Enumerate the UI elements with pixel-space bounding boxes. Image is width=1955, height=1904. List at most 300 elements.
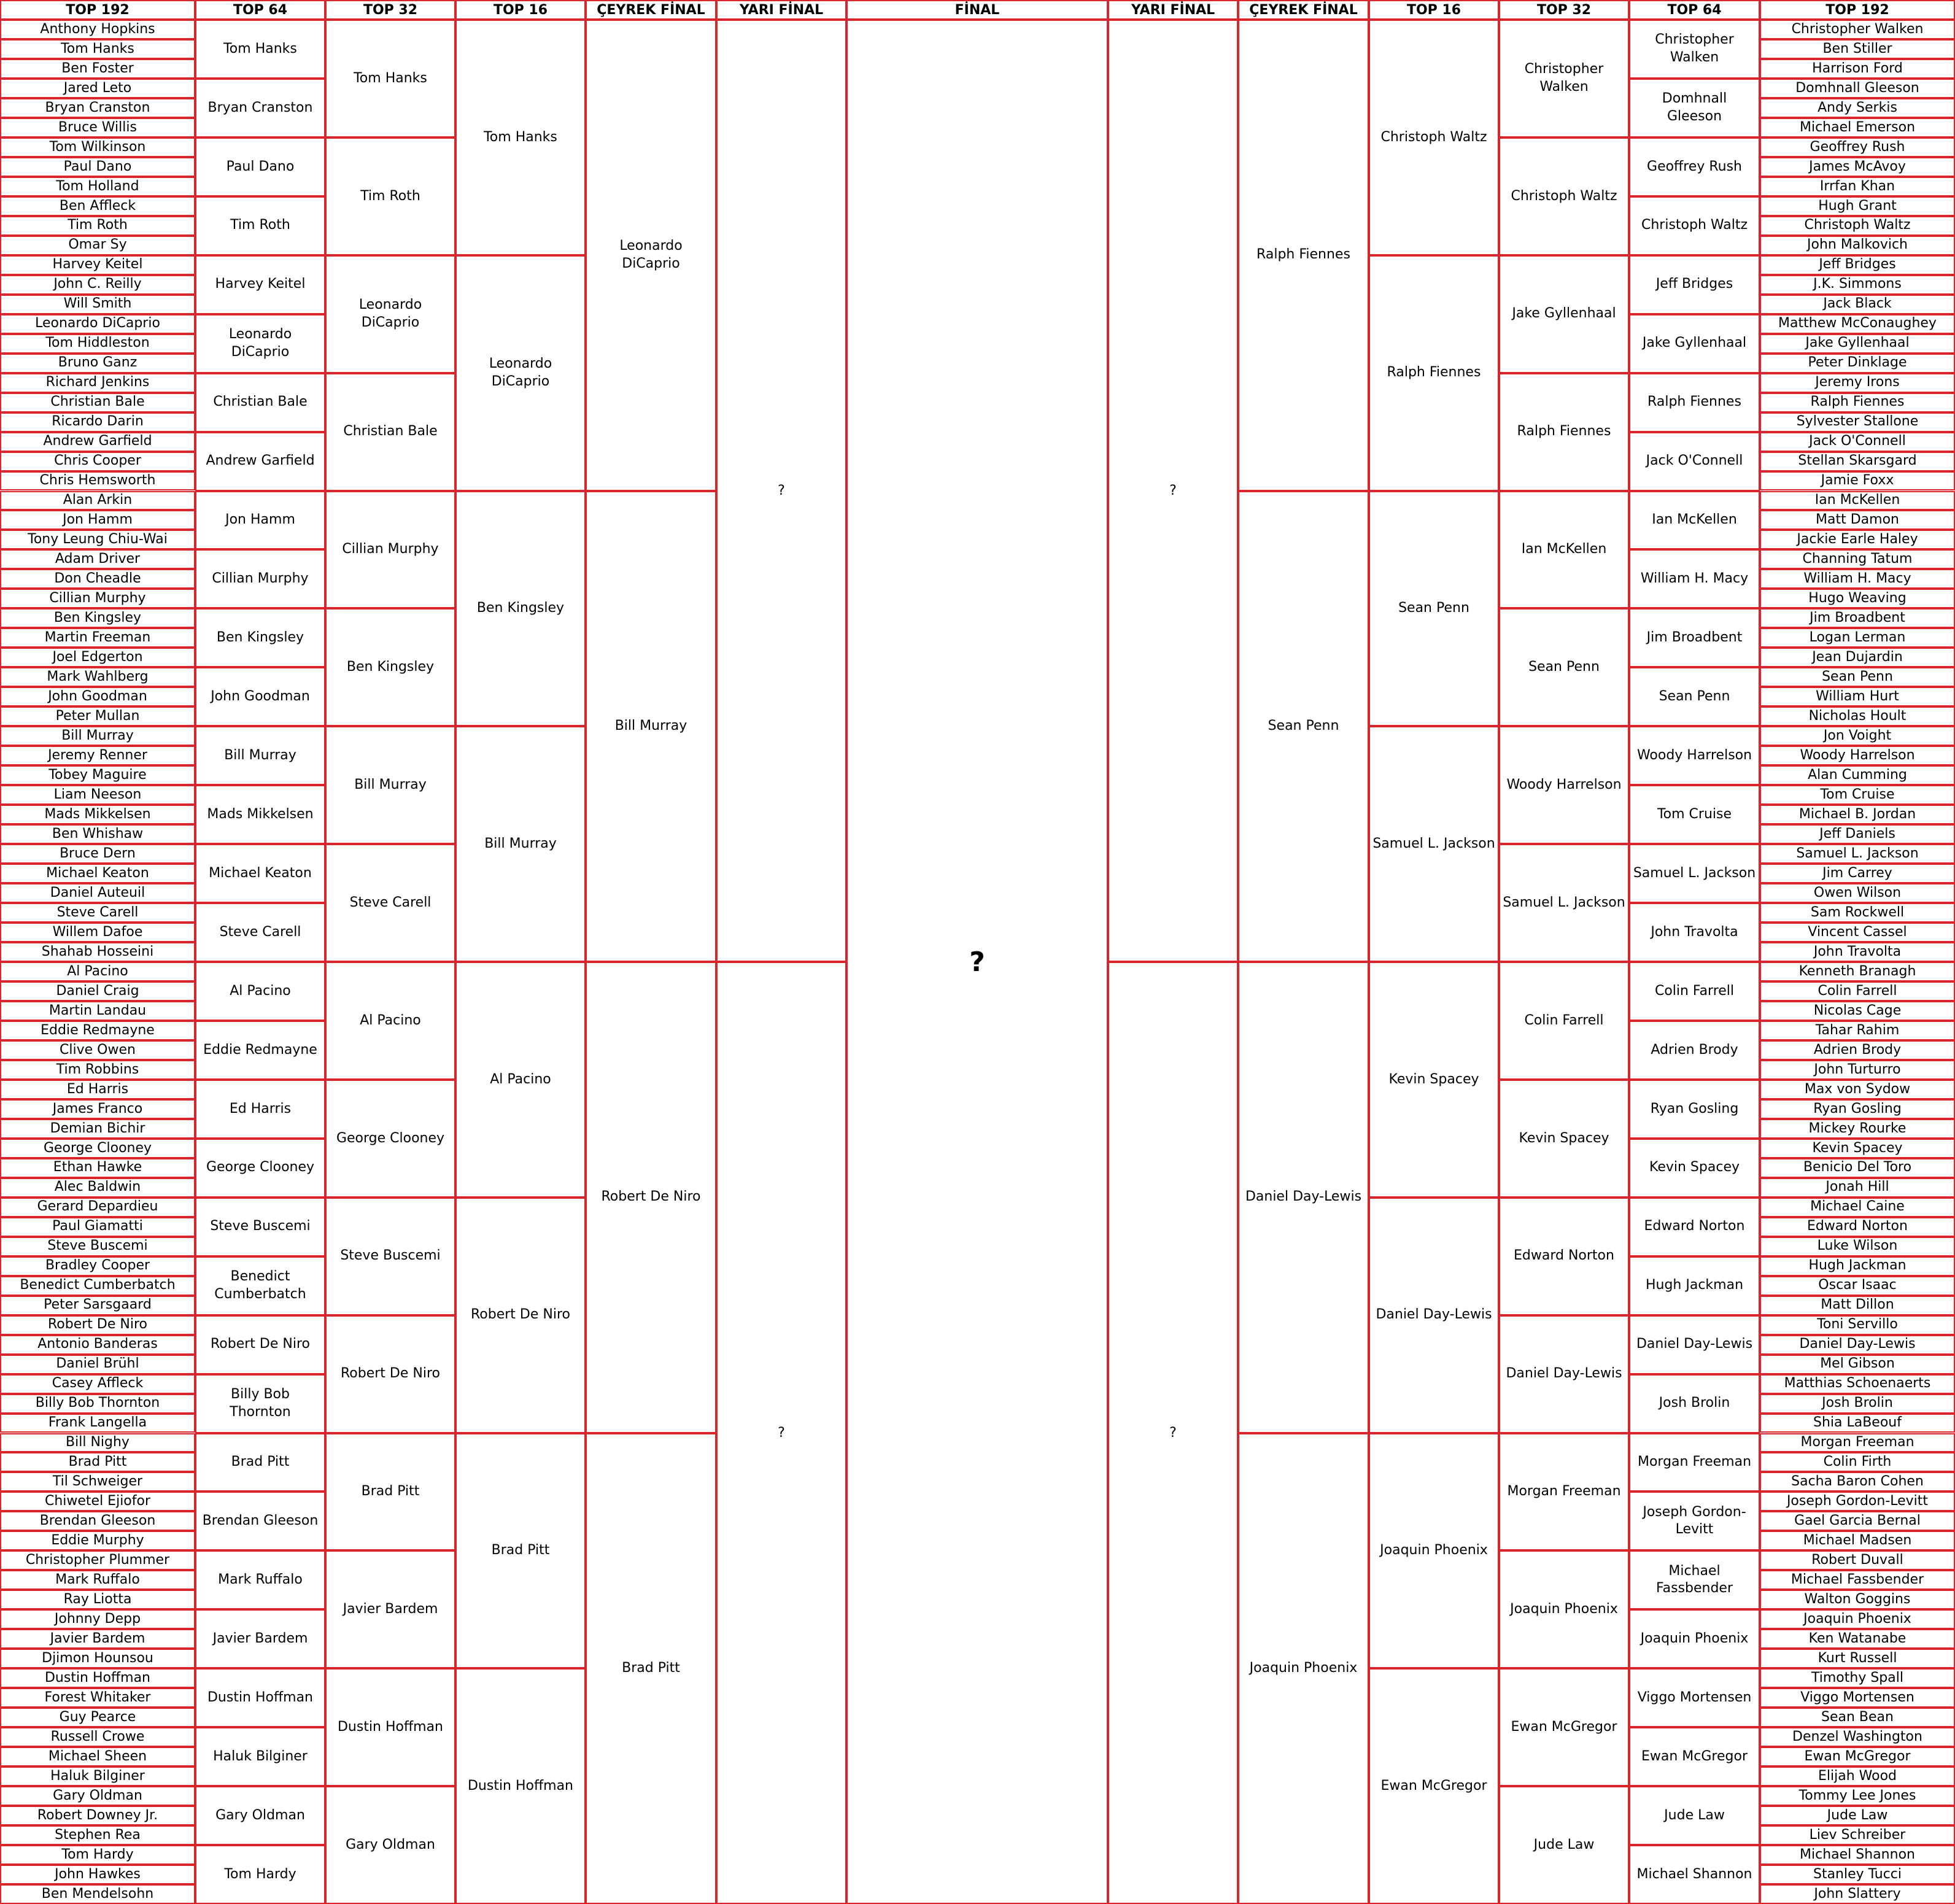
left-top64-slot: Tom Hardy	[195, 1845, 325, 1904]
left-top16-slot: Robert De Niro	[455, 1198, 586, 1433]
left-top64-slot: Javier Bardem	[195, 1609, 325, 1668]
right-top192-slot: Tom Cruise	[1760, 785, 1955, 805]
column-header: ÇEYREK FİNAL	[586, 0, 716, 20]
left-top192-slot: Ben Foster	[0, 59, 195, 79]
left-top32-slot: Dustin Hoffman	[325, 1668, 455, 1786]
left-top16-slot: Ben Kingsley	[455, 491, 586, 727]
left-top64-slot: Brendan Gleeson	[195, 1492, 325, 1550]
left-top192-slot: Til Schweiger	[0, 1472, 195, 1492]
column-header: TOP 32	[1499, 0, 1629, 20]
right-top16-slot: Christoph Waltz	[1369, 20, 1499, 255]
right-top192-slot: Denzel Washington	[1760, 1727, 1955, 1747]
left-top192-slot: Daniel Brühl	[0, 1355, 195, 1374]
left-top192-slot: Chris Cooper	[0, 452, 195, 471]
column-header: YARI FİNAL	[716, 0, 846, 20]
left-top192-slot: Bruce Dern	[0, 844, 195, 864]
left-top64-slot: Steve Carell	[195, 903, 325, 962]
left-top32-slot: Gary Oldman	[325, 1786, 455, 1904]
column-header: TOP 16	[455, 0, 586, 20]
left-top192-slot: Liam Neeson	[0, 785, 195, 805]
left-top16-slot: Dustin Hoffman	[455, 1668, 586, 1904]
left-quarter-slot: Bill Murray	[586, 491, 716, 962]
left-top192-slot: Forest Whitaker	[0, 1688, 195, 1708]
left-top64-slot: Haluk Bilginer	[195, 1727, 325, 1786]
left-top64-slot: John Goodman	[195, 667, 325, 726]
right-top192-slot: Ian McKellen	[1760, 491, 1955, 511]
right-top64-slot: Jack O'Connell	[1629, 432, 1760, 491]
left-top192-slot: Peter Sarsgaard	[0, 1296, 195, 1315]
right-top192-slot: Adrien Brody	[1760, 1040, 1955, 1060]
left-top64-slot: Al Pacino	[195, 962, 325, 1021]
right-top192-slot: Peter Dinklage	[1760, 354, 1955, 373]
right-top192-slot: Kevin Spacey	[1760, 1139, 1955, 1158]
right-top192-slot: Michael Emerson	[1760, 118, 1955, 137]
left-top192-slot: Tim Robbins	[0, 1060, 195, 1080]
left-top32-slot: Robert De Niro	[325, 1315, 455, 1433]
left-top192-slot: Mads Mikkelsen	[0, 805, 195, 824]
right-top192-slot: Oscar Isaac	[1760, 1276, 1955, 1296]
right-top32-slot: Ian McKellen	[1499, 491, 1629, 609]
right-top192-slot: Jeremy Irons	[1760, 373, 1955, 393]
right-top192-slot: Sylvester Stallone	[1760, 412, 1955, 432]
right-top192-slot: Jackie Earle Haley	[1760, 530, 1955, 549]
right-top192-slot: Josh Brolin	[1760, 1394, 1955, 1414]
right-top64-slot: Ryan Gosling	[1629, 1080, 1760, 1139]
left-top192-slot: Brad Pitt	[0, 1452, 195, 1472]
left-top192-slot: Bradley Cooper	[0, 1256, 195, 1276]
right-top16-slot: Joaquin Phoenix	[1369, 1433, 1499, 1669]
left-top64-slot: Mads Mikkelsen	[195, 785, 325, 844]
left-quarter-slot: Leonardo DiCaprio	[586, 20, 716, 491]
left-top64-slot: Steve Buscemi	[195, 1198, 325, 1256]
right-top64-slot: Joseph Gordon-Levitt	[1629, 1492, 1760, 1550]
right-top192-slot: Matthias Schoenaerts	[1760, 1374, 1955, 1394]
right-top64-slot: Hugh Jackman	[1629, 1256, 1760, 1315]
left-top192-slot: Eddie Redmayne	[0, 1021, 195, 1040]
right-top192-slot: Colin Firth	[1760, 1452, 1955, 1472]
left-top192-slot: Clive Owen	[0, 1040, 195, 1060]
left-top64-slot: Cillian Murphy	[195, 549, 325, 608]
right-top192-slot: Viggo Mortensen	[1760, 1688, 1955, 1708]
right-top192-slot: Michael Madsen	[1760, 1531, 1955, 1550]
right-top64-slot: John Travolta	[1629, 903, 1760, 962]
left-top192-slot: Ben Kingsley	[0, 608, 195, 628]
left-top192-slot: Chiwetel Ejiofor	[0, 1492, 195, 1511]
column-header: YARI FİNAL	[1108, 0, 1238, 20]
left-top192-slot: Joel Edgerton	[0, 648, 195, 667]
right-top192-slot: Michael Shannon	[1760, 1845, 1955, 1865]
right-top192-slot: Edward Norton	[1760, 1217, 1955, 1237]
right-semi-slot: ?	[1108, 962, 1238, 1904]
right-top64-slot: Viggo Mortensen	[1629, 1668, 1760, 1727]
left-quarter-slot: Robert De Niro	[586, 962, 716, 1433]
right-top192-slot: Sean Penn	[1760, 667, 1955, 687]
left-top64-slot: Brad Pitt	[195, 1433, 325, 1492]
left-top192-slot: Haluk Bilginer	[0, 1767, 195, 1786]
left-top64-slot: Bill Murray	[195, 726, 325, 785]
left-semi-slot: ?	[716, 962, 846, 1904]
left-top192-slot: Paul Dano	[0, 157, 195, 177]
right-top64-slot: Tom Cruise	[1629, 785, 1760, 844]
right-top192-slot: Nicolas Cage	[1760, 1001, 1955, 1021]
left-top192-slot: Stephen Rea	[0, 1825, 195, 1845]
right-top192-slot: Liev Schreiber	[1760, 1825, 1955, 1845]
left-top192-slot: Dustin Hoffman	[0, 1668, 195, 1688]
right-top64-slot: Morgan Freeman	[1629, 1433, 1760, 1492]
right-top192-slot: Jean Dujardin	[1760, 648, 1955, 667]
right-top192-slot: Tahar Rahim	[1760, 1021, 1955, 1040]
right-top64-slot: Domhnall Gleeson	[1629, 79, 1760, 137]
right-top32-slot: Ralph Fiennes	[1499, 373, 1629, 491]
right-top192-slot: Michael B. Jordan	[1760, 805, 1955, 824]
left-top192-slot: Paul Giamatti	[0, 1217, 195, 1237]
right-top32-slot: Christopher Walken	[1499, 20, 1629, 137]
right-top32-slot: Woody Harrelson	[1499, 726, 1629, 844]
right-top192-slot: Nicholas Hoult	[1760, 706, 1955, 726]
right-top192-slot: Jack Black	[1760, 295, 1955, 314]
right-top192-slot: Ralph Fiennes	[1760, 393, 1955, 412]
left-top64-slot: Billy Bob Thornton	[195, 1374, 325, 1433]
right-top192-slot: Jon Voight	[1760, 726, 1955, 746]
left-top192-slot: Mark Wahlberg	[0, 667, 195, 687]
left-top192-slot: Al Pacino	[0, 962, 195, 981]
right-top64-slot: Sean Penn	[1629, 667, 1760, 726]
left-top192-slot: Willem Dafoe	[0, 923, 195, 942]
right-top192-slot: John Malkovich	[1760, 236, 1955, 255]
left-top16-slot: Brad Pitt	[455, 1433, 586, 1669]
left-top32-slot: Al Pacino	[325, 962, 455, 1080]
left-top192-slot: Alec Baldwin	[0, 1178, 195, 1198]
left-top192-slot: Christopher Plummer	[0, 1550, 195, 1570]
right-top192-slot: Jake Gyllenhaal	[1760, 334, 1955, 354]
left-top64-slot: Leonardo DiCaprio	[195, 314, 325, 373]
left-top192-slot: Alan Arkin	[0, 491, 195, 511]
right-quarter-slot: Sean Penn	[1238, 491, 1369, 962]
left-top192-slot: Christian Bale	[0, 393, 195, 412]
right-top192-slot: Jonah Hill	[1760, 1178, 1955, 1198]
right-top64-slot: Daniel Day-Lewis	[1629, 1315, 1760, 1374]
left-top64-slot: Ben Kingsley	[195, 608, 325, 667]
left-top64-slot: Michael Keaton	[195, 844, 325, 903]
right-top192-slot: Benicio Del Toro	[1760, 1158, 1955, 1178]
right-top32-slot: Jake Gyllenhaal	[1499, 255, 1629, 373]
left-top192-slot: Martin Freeman	[0, 628, 195, 648]
left-top192-slot: Djimon Hounsou	[0, 1649, 195, 1668]
right-top64-slot: Joaquin Phoenix	[1629, 1609, 1760, 1668]
right-top192-slot: William H. Macy	[1760, 569, 1955, 589]
right-top16-slot: Daniel Day-Lewis	[1369, 1198, 1499, 1433]
right-top192-slot: Michael Caine	[1760, 1198, 1955, 1217]
right-top192-slot: Timothy Spall	[1760, 1668, 1955, 1688]
left-top192-slot: Russell Crowe	[0, 1727, 195, 1747]
left-top192-slot: Bruno Ganz	[0, 354, 195, 373]
left-top16-slot: Leonardo DiCaprio	[455, 255, 586, 491]
right-top64-slot: Ian McKellen	[1629, 491, 1760, 550]
right-top192-slot: Stellan Skarsgard	[1760, 452, 1955, 471]
right-top192-slot: John Turturro	[1760, 1060, 1955, 1080]
right-quarter-slot: Daniel Day-Lewis	[1238, 962, 1369, 1433]
left-top32-slot: Javier Bardem	[325, 1550, 455, 1668]
left-top64-slot: Christian Bale	[195, 373, 325, 432]
right-top192-slot: Vincent Cassel	[1760, 923, 1955, 942]
left-top32-slot: Steve Carell	[325, 844, 455, 962]
left-top192-slot: Tim Roth	[0, 216, 195, 236]
right-top192-slot: Sacha Baron Cohen	[1760, 1472, 1955, 1492]
left-top192-slot: Javier Bardem	[0, 1629, 195, 1649]
left-top64-slot: Jon Hamm	[195, 491, 325, 550]
right-top192-slot: Hugh Jackman	[1760, 1256, 1955, 1276]
right-top32-slot: Christoph Waltz	[1499, 137, 1629, 255]
right-top16-slot: Sean Penn	[1369, 491, 1499, 727]
right-top192-slot: Harrison Ford	[1760, 59, 1955, 79]
right-top192-slot: Jim Broadbent	[1760, 608, 1955, 628]
right-top64-slot: Jake Gyllenhaal	[1629, 314, 1760, 373]
right-top64-slot: William H. Macy	[1629, 549, 1760, 608]
left-top192-slot: Demian Bichir	[0, 1119, 195, 1139]
left-top192-slot: Brendan Gleeson	[0, 1511, 195, 1531]
right-top64-slot: Ewan McGregor	[1629, 1727, 1760, 1786]
right-top192-slot: John Slattery	[1760, 1884, 1955, 1904]
right-top192-slot: Jamie Foxx	[1760, 471, 1955, 491]
left-top64-slot: Tim Roth	[195, 196, 325, 255]
right-top192-slot: Sean Bean	[1760, 1708, 1955, 1727]
left-top192-slot: James Franco	[0, 1099, 195, 1119]
right-top192-slot: Geoffrey Rush	[1760, 137, 1955, 157]
right-top192-slot: Jack O'Connell	[1760, 432, 1955, 452]
left-top32-slot: Tim Roth	[325, 137, 455, 255]
right-top192-slot: Joaquin Phoenix	[1760, 1609, 1955, 1629]
right-top16-slot: Samuel L. Jackson	[1369, 726, 1499, 962]
left-top192-slot: Daniel Auteuil	[0, 883, 195, 903]
right-top192-slot: Kenneth Branagh	[1760, 962, 1955, 981]
right-top192-slot: Andy Serkis	[1760, 98, 1955, 118]
left-top192-slot: Tom Hanks	[0, 39, 195, 59]
left-top192-slot: Don Cheadle	[0, 569, 195, 589]
left-top192-slot: Leonardo DiCaprio	[0, 314, 195, 334]
right-top192-slot: Ken Watanabe	[1760, 1629, 1955, 1649]
left-top192-slot: Peter Mullan	[0, 706, 195, 726]
left-top64-slot: Gary Oldman	[195, 1786, 325, 1845]
column-header: TOP 32	[325, 0, 455, 20]
right-top192-slot: Matt Damon	[1760, 510, 1955, 530]
left-top192-slot: Tom Hardy	[0, 1845, 195, 1865]
left-top192-slot: John C. Reilly	[0, 275, 195, 295]
right-top64-slot: Christopher Walken	[1629, 20, 1760, 79]
right-top64-slot: Michael Fassbender	[1629, 1550, 1760, 1609]
right-top32-slot: Colin Farrell	[1499, 962, 1629, 1080]
left-top192-slot: Richard Jenkins	[0, 373, 195, 393]
left-top16-slot: Al Pacino	[455, 962, 586, 1198]
left-top192-slot: Michael Keaton	[0, 864, 195, 883]
right-top64-slot: Colin Farrell	[1629, 962, 1760, 1021]
left-top192-slot: Billy Bob Thornton	[0, 1394, 195, 1414]
left-top192-slot: Ed Harris	[0, 1080, 195, 1099]
left-top192-slot: Will Smith	[0, 295, 195, 314]
right-top16-slot: Ewan McGregor	[1369, 1668, 1499, 1904]
right-quarter-slot: Joaquin Phoenix	[1238, 1433, 1369, 1904]
left-top192-slot: Gerard Depardieu	[0, 1198, 195, 1217]
right-top192-slot: Kurt Russell	[1760, 1649, 1955, 1668]
right-top192-slot: Alan Cumming	[1760, 765, 1955, 785]
left-top192-slot: Shahab Hosseini	[0, 942, 195, 962]
right-top192-slot: James McAvoy	[1760, 157, 1955, 177]
right-top192-slot: J.K. Simmons	[1760, 275, 1955, 295]
left-top192-slot: Tom Wilkinson	[0, 137, 195, 157]
right-top16-slot: Ralph Fiennes	[1369, 255, 1499, 491]
right-top64-slot: Adrien Brody	[1629, 1021, 1760, 1080]
left-top16-slot: Tom Hanks	[455, 20, 586, 255]
left-top32-slot: George Clooney	[325, 1080, 455, 1198]
right-top192-slot: Channing Tatum	[1760, 549, 1955, 569]
left-top64-slot: Robert De Niro	[195, 1315, 325, 1374]
left-top192-slot: Jared Leto	[0, 79, 195, 98]
right-top192-slot: John Travolta	[1760, 942, 1955, 962]
left-top64-slot: Benedict Cumberbatch	[195, 1256, 325, 1315]
right-top64-slot: Christoph Waltz	[1629, 196, 1760, 255]
right-top192-slot: Mickey Rourke	[1760, 1119, 1955, 1139]
right-top192-slot: Toni Servillo	[1760, 1315, 1955, 1335]
right-top32-slot: Sean Penn	[1499, 608, 1629, 726]
left-top192-slot: Harvey Keitel	[0, 255, 195, 275]
left-top192-slot: Gary Oldman	[0, 1786, 195, 1806]
right-quarter-slot: Ralph Fiennes	[1238, 20, 1369, 491]
left-top192-slot: Steve Carell	[0, 903, 195, 923]
left-top192-slot: Jeremy Renner	[0, 746, 195, 765]
left-top192-slot: Robert Downey Jr.	[0, 1806, 195, 1825]
right-top192-slot: Woody Harrelson	[1760, 746, 1955, 765]
right-top192-slot: Shia LaBeouf	[1760, 1414, 1955, 1433]
right-top64-slot: Ralph Fiennes	[1629, 373, 1760, 432]
left-top192-slot: Bryan Cranston	[0, 98, 195, 118]
left-top192-slot: Tom Holland	[0, 177, 195, 196]
right-top192-slot: Gael Garcia Bernal	[1760, 1511, 1955, 1531]
left-top192-slot: Steve Buscemi	[0, 1237, 195, 1256]
right-top32-slot: Joaquin Phoenix	[1499, 1550, 1629, 1668]
right-top192-slot: Matthew McConaughey	[1760, 314, 1955, 334]
left-top64-slot: Andrew Garfield	[195, 432, 325, 491]
column-header: ÇEYREK FİNAL	[1238, 0, 1369, 20]
final-slot-left: ?	[846, 20, 1108, 1904]
left-top192-slot: Ben Mendelsohn	[0, 1884, 195, 1904]
left-top192-slot: Andrew Garfield	[0, 432, 195, 452]
left-top192-slot: Casey Affleck	[0, 1374, 195, 1394]
right-top192-slot: Luke Wilson	[1760, 1237, 1955, 1256]
left-top192-slot: Cillian Murphy	[0, 589, 195, 608]
left-top16-slot: Bill Murray	[455, 726, 586, 962]
left-top32-slot: Christian Bale	[325, 373, 455, 491]
column-header: FİNAL	[846, 0, 1108, 20]
left-top192-slot: Tobey Maguire	[0, 765, 195, 785]
left-top192-slot: Frank Langella	[0, 1414, 195, 1433]
right-top192-slot: Jim Carrey	[1760, 864, 1955, 883]
left-top64-slot: Tom Hanks	[195, 20, 325, 79]
right-top64-slot: Jeff Bridges	[1629, 255, 1760, 314]
right-semi-slot: ?	[1108, 20, 1238, 962]
left-top192-slot: Chris Hemsworth	[0, 471, 195, 491]
right-top192-slot: Stanley Tucci	[1760, 1865, 1955, 1884]
right-top32-slot: Daniel Day-Lewis	[1499, 1315, 1629, 1433]
right-top192-slot: Mel Gibson	[1760, 1355, 1955, 1374]
left-semi-slot: ?	[716, 20, 846, 962]
left-top192-slot: Ricardo Darin	[0, 412, 195, 432]
left-top192-slot: Adam Driver	[0, 549, 195, 569]
right-top64-slot: Kevin Spacey	[1629, 1139, 1760, 1198]
left-top192-slot: Jon Hamm	[0, 510, 195, 530]
right-top192-slot: Colin Farrell	[1760, 981, 1955, 1001]
right-top64-slot: Geoffrey Rush	[1629, 137, 1760, 196]
right-top192-slot: Max von Sydow	[1760, 1080, 1955, 1099]
right-top32-slot: Edward Norton	[1499, 1198, 1629, 1315]
left-top64-slot: Dustin Hoffman	[195, 1668, 325, 1727]
left-top192-slot: Michael Sheen	[0, 1747, 195, 1767]
left-top192-slot: Guy Pearce	[0, 1708, 195, 1727]
column-header: TOP 16	[1369, 0, 1499, 20]
right-top64-slot: Jude Law	[1629, 1786, 1760, 1845]
left-top192-slot: Bill Murray	[0, 726, 195, 746]
column-header: TOP 192	[0, 0, 195, 20]
left-top32-slot: Leonardo DiCaprio	[325, 255, 455, 373]
right-top192-slot: Domhnall Gleeson	[1760, 79, 1955, 98]
left-top192-slot: Anthony Hopkins	[0, 20, 195, 39]
left-top192-slot: Eddie Murphy	[0, 1531, 195, 1550]
left-top192-slot: George Clooney	[0, 1139, 195, 1158]
right-top192-slot: Christoph Waltz	[1760, 216, 1955, 236]
right-top192-slot: Owen Wilson	[1760, 883, 1955, 903]
left-top192-slot: Daniel Craig	[0, 981, 195, 1001]
column-header: TOP 192	[1760, 0, 1955, 20]
right-top192-slot: Matt Dillon	[1760, 1296, 1955, 1315]
left-top64-slot: Harvey Keitel	[195, 255, 325, 314]
left-top64-slot: Paul Dano	[195, 137, 325, 196]
right-top192-slot: Michael Fassbender	[1760, 1570, 1955, 1590]
left-top32-slot: Cillian Murphy	[325, 491, 455, 609]
right-top32-slot: Morgan Freeman	[1499, 1433, 1629, 1551]
right-top192-slot: Robert Duvall	[1760, 1550, 1955, 1570]
right-top32-slot: Ewan McGregor	[1499, 1668, 1629, 1786]
right-top192-slot: Irrfan Khan	[1760, 177, 1955, 196]
left-top192-slot: Johnny Depp	[0, 1609, 195, 1629]
right-top192-slot: Joseph Gordon-Levitt	[1760, 1492, 1955, 1511]
right-top192-slot: Jeff Bridges	[1760, 255, 1955, 275]
right-top32-slot: Kevin Spacey	[1499, 1080, 1629, 1198]
right-top192-slot: Ewan McGregor	[1760, 1747, 1955, 1767]
right-top192-slot: Jude Law	[1760, 1806, 1955, 1825]
right-top192-slot: Hugo Weaving	[1760, 589, 1955, 608]
right-top64-slot: Jim Broadbent	[1629, 608, 1760, 667]
right-top192-slot: Samuel L. Jackson	[1760, 844, 1955, 864]
column-header: TOP 64	[1629, 0, 1760, 20]
left-top32-slot: Ben Kingsley	[325, 608, 455, 726]
left-top192-slot: Ben Affleck	[0, 196, 195, 216]
left-top32-slot: Steve Buscemi	[325, 1198, 455, 1315]
left-top64-slot: Ed Harris	[195, 1080, 325, 1139]
left-top64-slot: Eddie Redmayne	[195, 1021, 325, 1080]
left-top192-slot: John Hawkes	[0, 1865, 195, 1884]
left-top32-slot: Brad Pitt	[325, 1433, 455, 1551]
right-top192-slot: Jeff Daniels	[1760, 824, 1955, 844]
right-top192-slot: Sam Rockwell	[1760, 903, 1955, 923]
right-top64-slot: Woody Harrelson	[1629, 726, 1760, 785]
left-top192-slot: Tom Hiddleston	[0, 334, 195, 354]
left-top192-slot: Martin Landau	[0, 1001, 195, 1021]
right-top64-slot: Samuel L. Jackson	[1629, 844, 1760, 903]
right-top64-slot: Edward Norton	[1629, 1198, 1760, 1256]
right-top32-slot: Jude Law	[1499, 1786, 1629, 1904]
left-top192-slot: Bruce Willis	[0, 118, 195, 137]
right-top192-slot: Ben Stiller	[1760, 39, 1955, 59]
right-top192-slot: William Hurt	[1760, 687, 1955, 706]
left-top192-slot: John Goodman	[0, 687, 195, 706]
